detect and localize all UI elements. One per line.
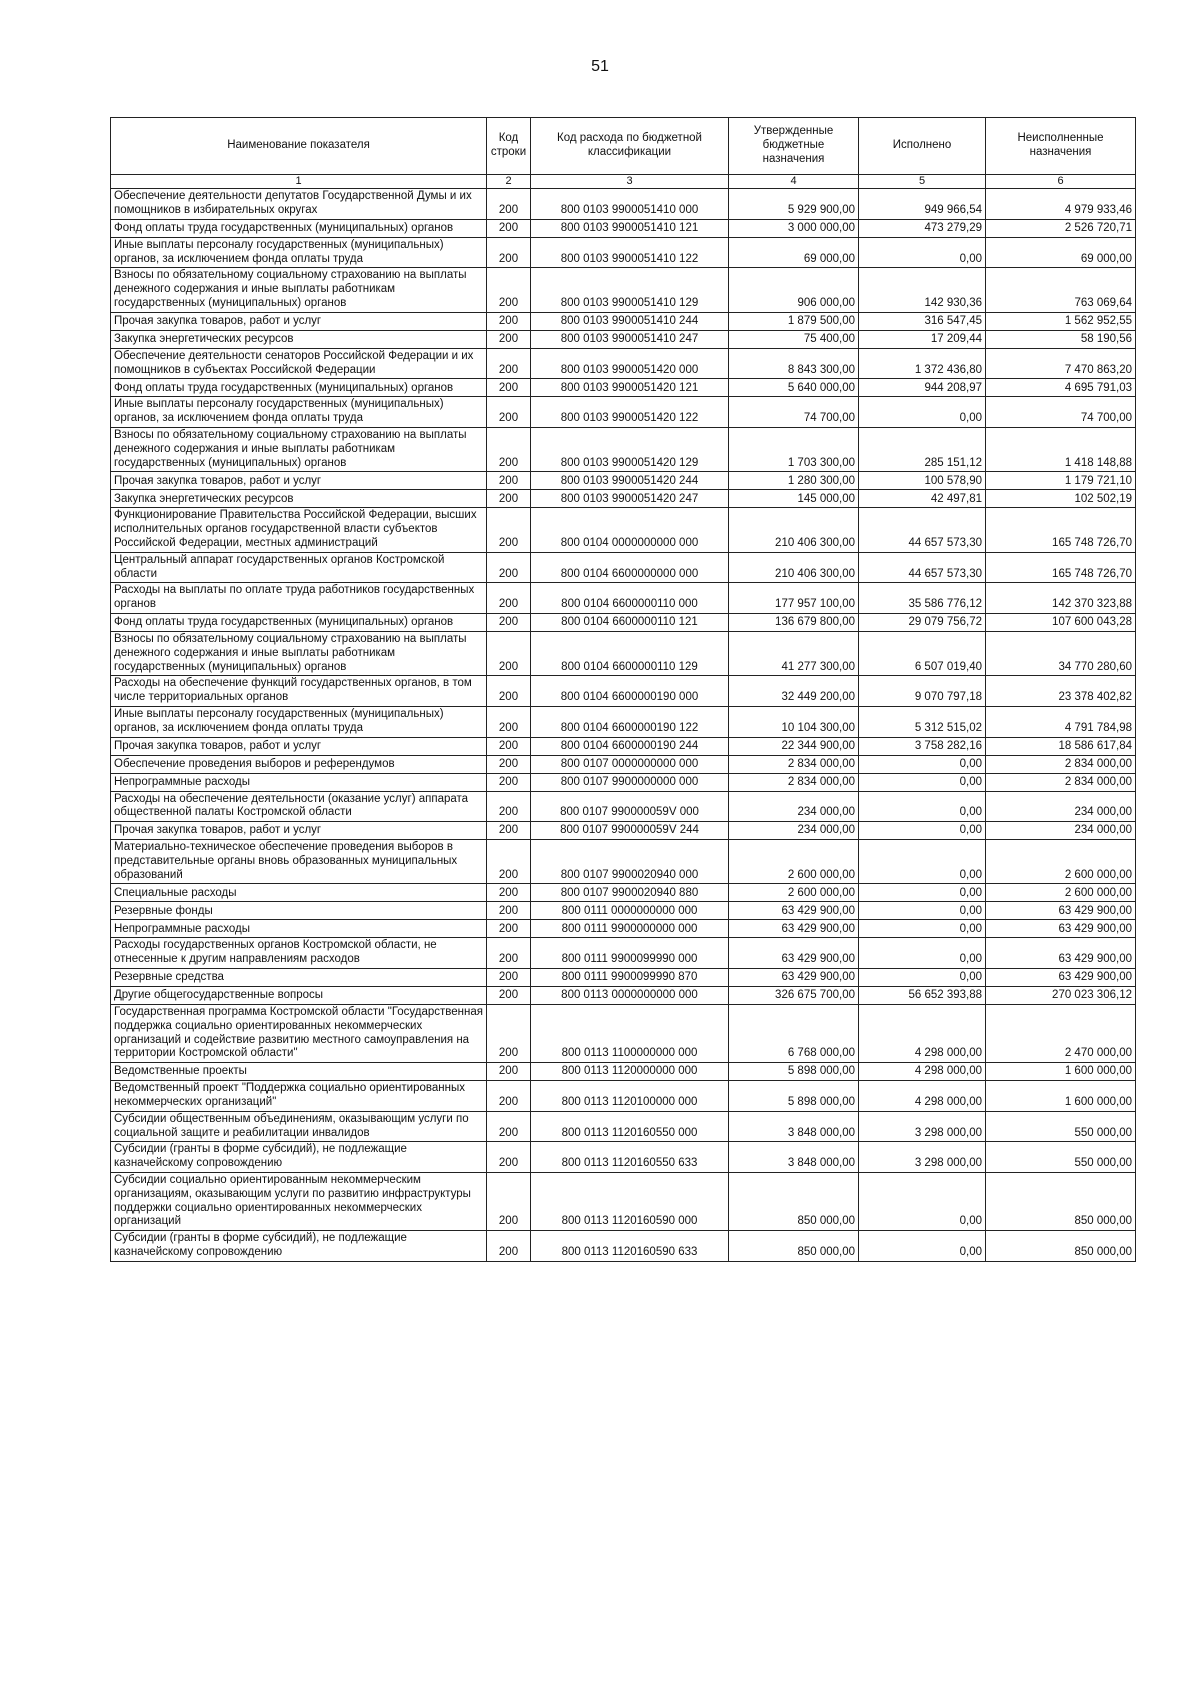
cell-indicator-name: Субсидии (гранты в форме субсидий), не подлежащие казначейскому сопровождению xyxy=(111,1142,487,1173)
cell-indicator-name: Непрограммные расходы xyxy=(111,773,487,791)
column-number: 1 xyxy=(111,175,487,189)
cell-line-code: 200 xyxy=(487,508,531,552)
cell-approved-amount: 74 700,00 xyxy=(729,397,859,428)
table-row xyxy=(111,920,1136,938)
cell-line-code: 200 xyxy=(487,1081,531,1112)
cell-unexecuted-amount: 7 470 863,20 xyxy=(986,348,1136,379)
cell-approved-amount: 5 929 900,00 xyxy=(729,189,859,220)
cell-classification-code: 800 0107 9900020940 880 xyxy=(531,884,729,902)
cell-approved-amount: 2 600 000,00 xyxy=(729,840,859,884)
table-row xyxy=(111,884,1136,902)
column-number: 6 xyxy=(986,175,1136,189)
cell-approved-amount: 906 000,00 xyxy=(729,268,859,312)
cell-indicator-name: Центральный аппарат государственных органов Костромской области xyxy=(111,552,487,583)
cell-executed-amount: 9 070 797,18 xyxy=(859,676,986,707)
cell-classification-code: 800 0104 6600000110 121 xyxy=(531,613,729,631)
cell-classification-code: 800 0113 1120160590 000 xyxy=(531,1173,729,1231)
cell-indicator-name: Непрограммные расходы xyxy=(111,920,487,938)
cell-executed-amount: 949 966,54 xyxy=(859,189,986,220)
cell-approved-amount: 234 000,00 xyxy=(729,822,859,840)
cell-line-code: 200 xyxy=(487,312,531,330)
cell-indicator-name: Субсидии общественным объединениям, оказывающим услуги по социальной защите и реабилитации инвалидов xyxy=(111,1111,487,1142)
table-row xyxy=(111,552,1136,583)
cell-classification-code: 800 0103 9900051420 000 xyxy=(531,348,729,379)
cell-classification-code: 800 0103 9900051410 121 xyxy=(531,219,729,237)
cell-executed-amount: 0,00 xyxy=(859,884,986,902)
cell-approved-amount: 850 000,00 xyxy=(729,1173,859,1231)
cell-unexecuted-amount: 58 190,56 xyxy=(986,330,1136,348)
cell-classification-code: 800 0103 9900051420 122 xyxy=(531,397,729,428)
cell-executed-amount: 473 279,29 xyxy=(859,219,986,237)
cell-approved-amount: 3 000 000,00 xyxy=(729,219,859,237)
cell-approved-amount: 210 406 300,00 xyxy=(729,552,859,583)
cell-executed-amount: 0,00 xyxy=(859,920,986,938)
cell-unexecuted-amount: 63 429 900,00 xyxy=(986,969,1136,987)
cell-indicator-name: Обеспечение деятельности депутатов Государственной Думы и их помощников в избирательных округах xyxy=(111,189,487,220)
cell-unexecuted-amount: 34 770 280,60 xyxy=(986,631,1136,675)
cell-classification-code: 800 0103 9900051420 129 xyxy=(531,427,729,471)
cell-executed-amount: 4 298 000,00 xyxy=(859,1063,986,1081)
cell-line-code: 200 xyxy=(487,706,531,737)
header-line-code: Код строки xyxy=(487,118,531,175)
cell-unexecuted-amount: 142 370 323,88 xyxy=(986,583,1136,614)
cell-executed-amount: 44 657 573,30 xyxy=(859,508,986,552)
budget-execution-table xyxy=(110,117,1136,1262)
cell-classification-code: 800 0104 0000000000 000 xyxy=(531,508,729,552)
cell-classification-code: 800 0113 1120100000 000 xyxy=(531,1081,729,1112)
cell-line-code: 200 xyxy=(487,773,531,791)
table-row xyxy=(111,1173,1136,1231)
cell-line-code: 200 xyxy=(487,902,531,920)
cell-line-code: 200 xyxy=(487,1063,531,1081)
cell-classification-code: 800 0107 990000059V 244 xyxy=(531,822,729,840)
cell-classification-code: 800 0103 9900051410 244 xyxy=(531,312,729,330)
cell-classification-code: 800 0111 9900099990 870 xyxy=(531,969,729,987)
table-row xyxy=(111,508,1136,552)
cell-approved-amount: 177 957 100,00 xyxy=(729,583,859,614)
cell-unexecuted-amount: 2 470 000,00 xyxy=(986,1005,1136,1063)
cell-line-code: 200 xyxy=(487,348,531,379)
cell-classification-code: 800 0113 1100000000 000 xyxy=(531,1005,729,1063)
cell-indicator-name: Прочая закупка товаров, работ и услуг xyxy=(111,822,487,840)
cell-unexecuted-amount: 63 429 900,00 xyxy=(986,938,1136,969)
table-row xyxy=(111,330,1136,348)
table-row xyxy=(111,822,1136,840)
cell-executed-amount: 0,00 xyxy=(859,902,986,920)
cell-indicator-name: Функционирование Правительства Российской Федерации, высших исполнительных органов государственной власти субъектов Российской Федерации, местных администраций xyxy=(111,508,487,552)
header-approved-appropriations: Утвержденные бюджетные назначения xyxy=(729,118,859,175)
cell-executed-amount: 6 507 019,40 xyxy=(859,631,986,675)
cell-approved-amount: 5 640 000,00 xyxy=(729,379,859,397)
cell-executed-amount: 3 298 000,00 xyxy=(859,1142,986,1173)
cell-classification-code: 800 0104 6600000190 000 xyxy=(531,676,729,707)
cell-indicator-name: Обеспечение проведения выборов и референдумов xyxy=(111,755,487,773)
cell-indicator-name: Взносы по обязательному социальному страхованию на выплаты денежного содержания и иные выплаты работникам государственных (муниципальных) органов xyxy=(111,631,487,675)
cell-classification-code: 800 0113 0000000000 000 xyxy=(531,987,729,1005)
column-number: 5 xyxy=(859,175,986,189)
cell-executed-amount: 4 298 000,00 xyxy=(859,1005,986,1063)
cell-line-code: 200 xyxy=(487,268,531,312)
cell-unexecuted-amount: 763 069,64 xyxy=(986,268,1136,312)
cell-executed-amount: 1 372 436,80 xyxy=(859,348,986,379)
cell-unexecuted-amount: 63 429 900,00 xyxy=(986,902,1136,920)
cell-indicator-name: Ведомственный проект "Поддержка социально ориентированных некоммерческих организаций" xyxy=(111,1081,487,1112)
table-row xyxy=(111,189,1136,220)
table-row xyxy=(111,312,1136,330)
cell-classification-code: 800 0104 6600000190 244 xyxy=(531,737,729,755)
cell-line-code: 200 xyxy=(487,938,531,969)
cell-executed-amount: 56 652 393,88 xyxy=(859,987,986,1005)
table-row xyxy=(111,613,1136,631)
cell-classification-code: 800 0111 0000000000 000 xyxy=(531,902,729,920)
cell-unexecuted-amount: 2 526 720,71 xyxy=(986,219,1136,237)
table-body xyxy=(111,189,1136,1262)
cell-executed-amount: 0,00 xyxy=(859,1173,986,1231)
table-row xyxy=(111,773,1136,791)
cell-classification-code: 800 0104 6600000110 129 xyxy=(531,631,729,675)
cell-indicator-name: Материально-техническое обеспечение проведения выборов в представительные органы вновь образованных муниципальных образований xyxy=(111,840,487,884)
cell-unexecuted-amount: 1 562 952,55 xyxy=(986,312,1136,330)
table-row xyxy=(111,490,1136,508)
cell-indicator-name: Государственная программа Костромской области "Государственная поддержка социально ориентированных некоммерческих организаций и содействие развитию местного самоуправления на территории Костромской области" xyxy=(111,1005,487,1063)
cell-classification-code: 800 0104 6600000190 122 xyxy=(531,706,729,737)
table-row xyxy=(111,379,1136,397)
cell-approved-amount: 145 000,00 xyxy=(729,490,859,508)
cell-line-code: 200 xyxy=(487,472,531,490)
cell-executed-amount: 944 208,97 xyxy=(859,379,986,397)
cell-line-code: 200 xyxy=(487,969,531,987)
cell-unexecuted-amount: 4 979 933,46 xyxy=(986,189,1136,220)
cell-line-code: 200 xyxy=(487,397,531,428)
cell-approved-amount: 75 400,00 xyxy=(729,330,859,348)
table-row xyxy=(111,737,1136,755)
cell-unexecuted-amount: 1 418 148,88 xyxy=(986,427,1136,471)
cell-executed-amount: 0,00 xyxy=(859,840,986,884)
cell-indicator-name: Фонд оплаты труда государственных (муниципальных) органов xyxy=(111,613,487,631)
cell-approved-amount: 63 429 900,00 xyxy=(729,920,859,938)
cell-unexecuted-amount: 165 748 726,70 xyxy=(986,552,1136,583)
table-row xyxy=(111,987,1136,1005)
cell-classification-code: 800 0113 1120160550 000 xyxy=(531,1111,729,1142)
cell-line-code: 200 xyxy=(487,1111,531,1142)
header-budget-classification-code: Код расхода по бюджетной классификации xyxy=(531,118,729,175)
cell-line-code: 200 xyxy=(487,237,531,268)
cell-classification-code: 800 0103 9900051410 129 xyxy=(531,268,729,312)
cell-approved-amount: 63 429 900,00 xyxy=(729,902,859,920)
table-row xyxy=(111,219,1136,237)
table-row xyxy=(111,268,1136,312)
cell-classification-code: 800 0107 9900020940 000 xyxy=(531,840,729,884)
cell-approved-amount: 136 679 800,00 xyxy=(729,613,859,631)
table-row xyxy=(111,791,1136,822)
cell-unexecuted-amount: 18 586 617,84 xyxy=(986,737,1136,755)
cell-classification-code: 800 0113 1120160550 633 xyxy=(531,1142,729,1173)
cell-approved-amount: 210 406 300,00 xyxy=(729,508,859,552)
cell-approved-amount: 63 429 900,00 xyxy=(729,969,859,987)
cell-approved-amount: 234 000,00 xyxy=(729,791,859,822)
table-row xyxy=(111,1005,1136,1063)
cell-indicator-name: Субсидии социально ориентированным некоммерческим организациям, оказывающим услуги по развитию инфраструктуры поддержки социально ориентированных некоммерческих организаций xyxy=(111,1173,487,1231)
cell-unexecuted-amount: 1 179 721,10 xyxy=(986,472,1136,490)
table-row xyxy=(111,427,1136,471)
cell-indicator-name: Резервные средства xyxy=(111,969,487,987)
cell-classification-code: 800 0107 9900000000 000 xyxy=(531,773,729,791)
cell-approved-amount: 3 848 000,00 xyxy=(729,1142,859,1173)
cell-indicator-name: Обеспечение деятельности сенаторов Российской Федерации и их помощников в субъектах Российской Федерации xyxy=(111,348,487,379)
cell-line-code: 200 xyxy=(487,840,531,884)
cell-line-code: 200 xyxy=(487,631,531,675)
table-row xyxy=(111,348,1136,379)
cell-indicator-name: Закупка энергетических ресурсов xyxy=(111,490,487,508)
cell-indicator-name: Иные выплаты персоналу государственных (муниципальных) органов, за исключением фонда оплаты труда xyxy=(111,706,487,737)
table-row xyxy=(111,397,1136,428)
cell-classification-code: 800 0103 9900051420 121 xyxy=(531,379,729,397)
cell-unexecuted-amount: 107 600 043,28 xyxy=(986,613,1136,631)
cell-indicator-name: Расходы государственных органов Костромской области, не отнесенные к другим направлениям расходов xyxy=(111,938,487,969)
cell-executed-amount: 0,00 xyxy=(859,237,986,268)
cell-approved-amount: 1 879 500,00 xyxy=(729,312,859,330)
cell-unexecuted-amount: 74 700,00 xyxy=(986,397,1136,428)
cell-classification-code: 800 0104 6600000000 000 xyxy=(531,552,729,583)
cell-line-code: 200 xyxy=(487,884,531,902)
cell-approved-amount: 3 848 000,00 xyxy=(729,1111,859,1142)
cell-line-code: 200 xyxy=(487,1231,531,1262)
cell-line-code: 200 xyxy=(487,987,531,1005)
cell-classification-code: 800 0103 9900051420 247 xyxy=(531,490,729,508)
cell-indicator-name: Ведомственные проекты xyxy=(111,1063,487,1081)
cell-classification-code: 800 0103 9900051420 244 xyxy=(531,472,729,490)
cell-indicator-name: Иные выплаты персоналу государственных (муниципальных) органов, за исключением фонда оплаты труда xyxy=(111,237,487,268)
cell-classification-code: 800 0103 9900051410 247 xyxy=(531,330,729,348)
header-indicator-name: Наименование показателя xyxy=(111,118,487,175)
cell-approved-amount: 10 104 300,00 xyxy=(729,706,859,737)
cell-indicator-name: Другие общегосударственные вопросы xyxy=(111,987,487,1005)
cell-executed-amount: 0,00 xyxy=(859,773,986,791)
cell-unexecuted-amount: 69 000,00 xyxy=(986,237,1136,268)
cell-executed-amount: 4 298 000,00 xyxy=(859,1081,986,1112)
table-row xyxy=(111,583,1136,614)
cell-line-code: 200 xyxy=(487,189,531,220)
cell-approved-amount: 1 280 300,00 xyxy=(729,472,859,490)
cell-indicator-name: Фонд оплаты труда государственных (муниципальных) органов xyxy=(111,379,487,397)
table-row xyxy=(111,840,1136,884)
table-row xyxy=(111,969,1136,987)
cell-classification-code: 800 0107 0000000000 000 xyxy=(531,755,729,773)
column-number-row xyxy=(111,175,1136,189)
cell-executed-amount: 42 497,81 xyxy=(859,490,986,508)
cell-executed-amount: 0,00 xyxy=(859,969,986,987)
table-row xyxy=(111,1081,1136,1112)
column-number: 3 xyxy=(531,175,729,189)
cell-indicator-name: Фонд оплаты труда государственных (муниципальных) органов xyxy=(111,219,487,237)
cell-unexecuted-amount: 550 000,00 xyxy=(986,1142,1136,1173)
cell-line-code: 200 xyxy=(487,330,531,348)
cell-line-code: 200 xyxy=(487,552,531,583)
cell-line-code: 200 xyxy=(487,737,531,755)
cell-indicator-name: Специальные расходы xyxy=(111,884,487,902)
cell-executed-amount: 0,00 xyxy=(859,822,986,840)
cell-executed-amount: 35 586 776,12 xyxy=(859,583,986,614)
cell-executed-amount: 5 312 515,02 xyxy=(859,706,986,737)
table-row xyxy=(111,1111,1136,1142)
cell-indicator-name: Прочая закупка товаров, работ и услуг xyxy=(111,312,487,330)
cell-executed-amount: 285 151,12 xyxy=(859,427,986,471)
cell-line-code: 200 xyxy=(487,490,531,508)
cell-unexecuted-amount: 2 600 000,00 xyxy=(986,884,1136,902)
cell-classification-code: 800 0113 1120000000 000 xyxy=(531,1063,729,1081)
cell-unexecuted-amount: 165 748 726,70 xyxy=(986,508,1136,552)
cell-line-code: 200 xyxy=(487,676,531,707)
cell-approved-amount: 5 898 000,00 xyxy=(729,1063,859,1081)
cell-line-code: 200 xyxy=(487,219,531,237)
cell-unexecuted-amount: 23 378 402,82 xyxy=(986,676,1136,707)
cell-classification-code: 800 0111 9900099990 000 xyxy=(531,938,729,969)
cell-approved-amount: 69 000,00 xyxy=(729,237,859,268)
cell-line-code: 200 xyxy=(487,613,531,631)
table-row xyxy=(111,237,1136,268)
cell-indicator-name: Прочая закупка товаров, работ и услуг xyxy=(111,472,487,490)
cell-indicator-name: Расходы на обеспечение функций государственных органов, в том числе территориальных органов xyxy=(111,676,487,707)
cell-line-code: 200 xyxy=(487,920,531,938)
cell-unexecuted-amount: 102 502,19 xyxy=(986,490,1136,508)
header-row xyxy=(111,118,1136,175)
table-row xyxy=(111,676,1136,707)
column-number: 4 xyxy=(729,175,859,189)
cell-executed-amount: 17 209,44 xyxy=(859,330,986,348)
table-row xyxy=(111,631,1136,675)
table-row xyxy=(111,1231,1136,1262)
cell-approved-amount: 1 703 300,00 xyxy=(729,427,859,471)
table-row xyxy=(111,755,1136,773)
cell-executed-amount: 0,00 xyxy=(859,397,986,428)
cell-approved-amount: 326 675 700,00 xyxy=(729,987,859,1005)
cell-line-code: 200 xyxy=(487,1173,531,1231)
cell-executed-amount: 29 079 756,72 xyxy=(859,613,986,631)
cell-executed-amount: 0,00 xyxy=(859,791,986,822)
cell-executed-amount: 3 758 282,16 xyxy=(859,737,986,755)
header-executed: Исполнено xyxy=(859,118,986,175)
cell-executed-amount: 316 547,45 xyxy=(859,312,986,330)
cell-unexecuted-amount: 550 000,00 xyxy=(986,1111,1136,1142)
cell-indicator-name: Расходы на выплаты по оплате труда работников государственных органов xyxy=(111,583,487,614)
cell-approved-amount: 850 000,00 xyxy=(729,1231,859,1262)
cell-indicator-name: Субсидии (гранты в форме субсидий), не подлежащие казначейскому сопровождению xyxy=(111,1231,487,1262)
cell-indicator-name: Расходы на обеспечение деятельности (оказание услуг) аппарата общественной палаты Костромской области xyxy=(111,791,487,822)
cell-unexecuted-amount: 4 791 784,98 xyxy=(986,706,1136,737)
cell-approved-amount: 41 277 300,00 xyxy=(729,631,859,675)
cell-indicator-name: Взносы по обязательному социальному страхованию на выплаты денежного содержания и иные выплаты работникам государственных (муниципальных) органов xyxy=(111,268,487,312)
cell-line-code: 200 xyxy=(487,791,531,822)
table-row xyxy=(111,706,1136,737)
cell-approved-amount: 22 344 900,00 xyxy=(729,737,859,755)
cell-line-code: 200 xyxy=(487,427,531,471)
cell-line-code: 200 xyxy=(487,822,531,840)
cell-approved-amount: 2 834 000,00 xyxy=(729,755,859,773)
cell-classification-code: 800 0111 9900000000 000 xyxy=(531,920,729,938)
cell-classification-code: 800 0104 6600000110 000 xyxy=(531,583,729,614)
cell-unexecuted-amount: 2 834 000,00 xyxy=(986,773,1136,791)
cell-executed-amount: 0,00 xyxy=(859,755,986,773)
column-number: 2 xyxy=(487,175,531,189)
cell-approved-amount: 2 834 000,00 xyxy=(729,773,859,791)
cell-line-code: 200 xyxy=(487,1142,531,1173)
cell-indicator-name: Закупка энергетических ресурсов xyxy=(111,330,487,348)
cell-classification-code: 800 0113 1120160590 633 xyxy=(531,1231,729,1262)
cell-approved-amount: 32 449 200,00 xyxy=(729,676,859,707)
cell-indicator-name: Прочая закупка товаров, работ и услуг xyxy=(111,737,487,755)
header-unexecuted-appropriations: Неисполненные назначения xyxy=(986,118,1136,175)
table-row xyxy=(111,1063,1136,1081)
cell-approved-amount: 2 600 000,00 xyxy=(729,884,859,902)
cell-approved-amount: 8 843 300,00 xyxy=(729,348,859,379)
cell-unexecuted-amount: 270 023 306,12 xyxy=(986,987,1136,1005)
cell-unexecuted-amount: 63 429 900,00 xyxy=(986,920,1136,938)
table-row xyxy=(111,902,1136,920)
cell-unexecuted-amount: 1 600 000,00 xyxy=(986,1081,1136,1112)
cell-line-code: 200 xyxy=(487,1005,531,1063)
cell-unexecuted-amount: 850 000,00 xyxy=(986,1173,1136,1231)
cell-unexecuted-amount: 234 000,00 xyxy=(986,822,1136,840)
cell-approved-amount: 5 898 000,00 xyxy=(729,1081,859,1112)
cell-approved-amount: 6 768 000,00 xyxy=(729,1005,859,1063)
cell-unexecuted-amount: 2 600 000,00 xyxy=(986,840,1136,884)
cell-executed-amount: 0,00 xyxy=(859,938,986,969)
cell-executed-amount: 0,00 xyxy=(859,1231,986,1262)
cell-executed-amount: 142 930,36 xyxy=(859,268,986,312)
cell-indicator-name: Иные выплаты персоналу государственных (муниципальных) органов, за исключением фонда оплаты труда xyxy=(111,397,487,428)
cell-unexecuted-amount: 850 000,00 xyxy=(986,1231,1136,1262)
cell-approved-amount: 63 429 900,00 xyxy=(729,938,859,969)
cell-unexecuted-amount: 4 695 791,03 xyxy=(986,379,1136,397)
page-number: 51 xyxy=(591,58,609,75)
cell-executed-amount: 3 298 000,00 xyxy=(859,1111,986,1142)
cell-indicator-name: Резервные фонды xyxy=(111,902,487,920)
cell-classification-code: 800 0107 990000059V 000 xyxy=(531,791,729,822)
cell-line-code: 200 xyxy=(487,583,531,614)
table-row xyxy=(111,472,1136,490)
cell-unexecuted-amount: 2 834 000,00 xyxy=(986,755,1136,773)
cell-line-code: 200 xyxy=(487,755,531,773)
cell-classification-code: 800 0103 9900051410 122 xyxy=(531,237,729,268)
cell-classification-code: 800 0103 9900051410 000 xyxy=(531,189,729,220)
cell-line-code: 200 xyxy=(487,379,531,397)
cell-indicator-name: Взносы по обязательному социальному страхованию на выплаты денежного содержания и иные выплаты работникам государственных (муниципальных) органов xyxy=(111,427,487,471)
cell-unexecuted-amount: 1 600 000,00 xyxy=(986,1063,1136,1081)
cell-unexecuted-amount: 234 000,00 xyxy=(986,791,1136,822)
cell-executed-amount: 100 578,90 xyxy=(859,472,986,490)
table-row xyxy=(111,1142,1136,1173)
cell-executed-amount: 44 657 573,30 xyxy=(859,552,986,583)
table-row xyxy=(111,938,1136,969)
